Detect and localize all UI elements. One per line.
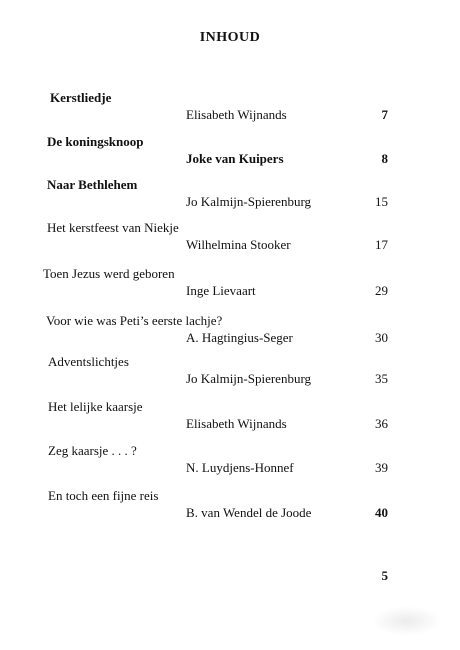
entry-title: Adventslichtjes — [48, 354, 129, 369]
entry-title: Het lelijke kaarsje — [48, 399, 143, 414]
toc-entry — [0, 313, 460, 353]
toc-entry — [0, 90, 460, 130]
entry-title: Kerstliedje — [50, 90, 112, 105]
entry-title: Toen Jezus werd geboren — [43, 266, 175, 281]
entry-page: 8 — [381, 151, 388, 166]
entry-page: 39 — [375, 460, 388, 475]
entry-author: Joke van Kuipers — [186, 151, 284, 166]
entry-author: Elisabeth Wijnands — [186, 107, 287, 122]
entry-author: Jo Kalmijn-Spierenburg — [186, 194, 312, 209]
entry-author: Inge Lievaart — [186, 283, 256, 298]
entry-page: 15 — [375, 194, 388, 209]
print-smudge — [372, 606, 442, 636]
toc-entry — [0, 177, 460, 217]
entry-title: Voor wie was Peti’s eerste lachje? — [46, 313, 223, 328]
entry-title: De koningsknoop — [47, 134, 144, 149]
entry-author: Jo Kalmijn-Spierenburg — [186, 371, 312, 386]
entry-author: Wilhelmina Stooker — [186, 237, 291, 252]
toc-entry — [0, 443, 460, 483]
toc-entry — [0, 220, 460, 260]
entry-title: Naar Bethlehem — [47, 177, 138, 192]
toc-entry — [0, 266, 460, 306]
toc-entry — [0, 399, 460, 439]
toc-entry — [0, 488, 460, 528]
entry-page: 36 — [375, 416, 388, 431]
entry-author: A. Hagtingius-Seger — [186, 330, 293, 345]
entry-author: Elisabeth Wijnands — [186, 416, 287, 431]
toc-entry — [0, 354, 460, 394]
entry-title: Zeg kaarsje . . . ? — [48, 443, 137, 458]
entry-author: B. van Wendel de Joode — [186, 505, 312, 520]
entry-page: 35 — [375, 371, 388, 386]
toc-heading: INHOUD — [199, 30, 261, 45]
entry-title: En toch een fijne reis — [48, 488, 159, 503]
entry-page: 29 — [375, 283, 388, 298]
entry-page: 30 — [375, 330, 388, 345]
entry-page: 40 — [375, 505, 388, 520]
entry-page: 17 — [375, 237, 388, 252]
toc-entry — [0, 134, 460, 174]
entry-title: Het kerstfeest van Niekje — [47, 220, 179, 235]
entry-author: N. Luydjens-Honnef — [186, 460, 294, 475]
page-number: 5 — [381, 568, 388, 583]
entry-page: 7 — [381, 107, 388, 122]
